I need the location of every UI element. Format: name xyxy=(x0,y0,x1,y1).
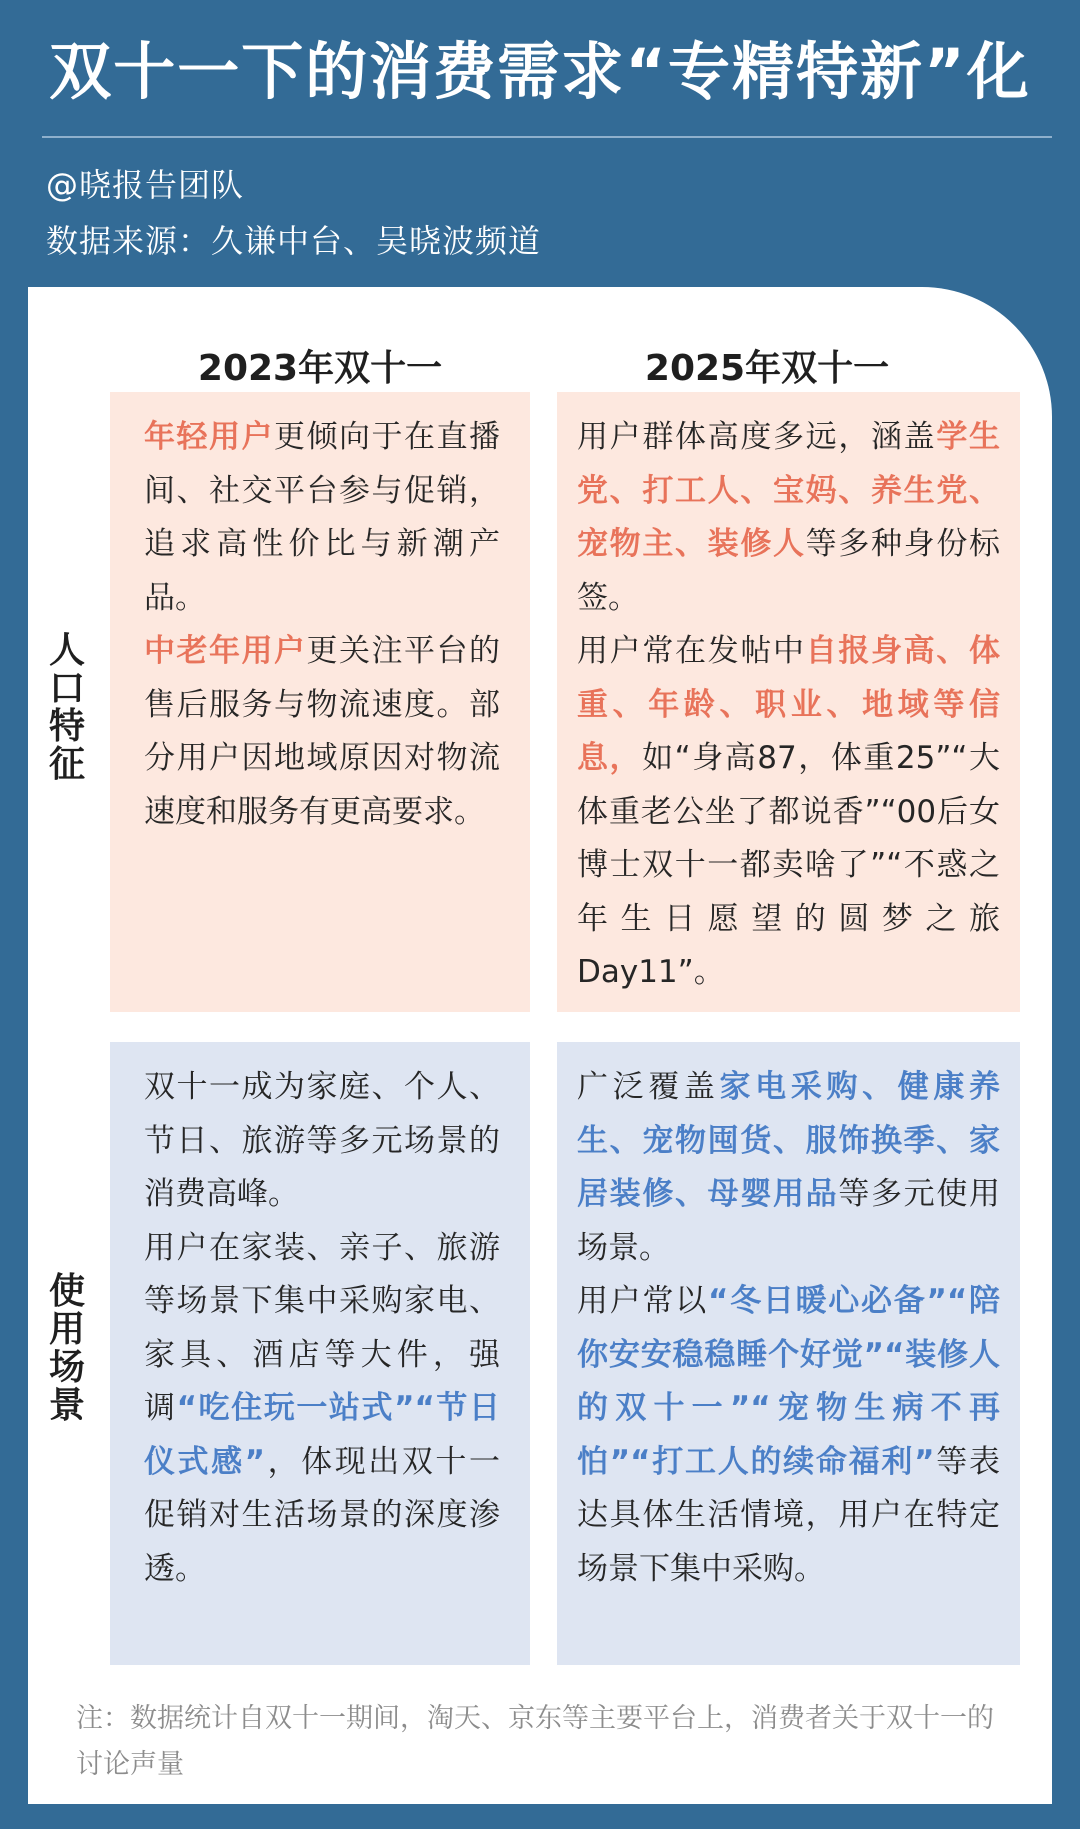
highlight-one-stop: “吃住玩一站式”“节日仪式感” xyxy=(144,1390,501,1480)
cell-scenarios-2025 xyxy=(557,1042,1020,1665)
author-line: @晓报告团队 xyxy=(46,166,245,204)
paragraph: 双十一成为家庭、个人、节日、旅游等多元场景的消费高峰。 xyxy=(144,1069,500,1212)
paragraph: 用户群体高度多远，涵盖学生党、打工人、宝妈、养生党、宠物主、装修人等多种身份标签。 xyxy=(577,419,1001,616)
cell-demographics-2025 xyxy=(557,392,1020,1012)
highlight-young-users: 年轻用户 xyxy=(144,419,274,455)
highlight-self-report: 自报身高、体重、年龄、职业、地域等信息， xyxy=(577,633,1001,776)
footnote: 注：数据统计自双十一期间，淘天、京东等主要平台上，消费者关于双十一的讨论声量 xyxy=(76,1703,994,1780)
highlight-identity-tags: 学生党、打工人、宝妈、养生党、宠物主、装修人 xyxy=(577,419,1001,562)
row-label-scenarios: 使 用 场 景 xyxy=(48,1271,85,1426)
title-divider xyxy=(42,136,1052,138)
paragraph: 中老年用户更关注平台的售后服务与物流速度。部分用户因地域原因对物流速度和服务有更高要求。 xyxy=(144,633,500,830)
paragraph: 年轻用户更倾向于在直播间、社交平台参与促销，追求高性价比与新潮产品。 xyxy=(144,419,500,616)
paragraph: 用户在家装、亲子、旅游等场景下集中采购家电、家具、酒店等大件，强调“吃住玩一站式”“节日仪式感”，体现出双十一促销对生活场景的深度渗透。 xyxy=(144,1229,501,1587)
highlight-older-users: 中老年用户 xyxy=(144,633,307,669)
cell-demographics-2023 xyxy=(110,392,530,1012)
row-label-demographics: 人 口 特 征 xyxy=(48,630,85,785)
highlight-categories: 家电采购、健康养生、宠物囤货、服饰换季、家居装修、母婴用品 xyxy=(577,1069,1001,1212)
cell-scenarios-2023 xyxy=(110,1042,530,1665)
source-line: 数据来源：久谦中台、吴晓波频道 xyxy=(46,222,542,260)
paragraph: 广泛覆盖家电采购、健康养生、宠物囤货、服饰换季、家居装修、母婴用品等多元使用场景。 xyxy=(577,1069,1001,1266)
column-header-2025: 2025年双十一 xyxy=(644,348,890,389)
column-header-2023: 2023年双十一 xyxy=(197,348,443,389)
paragraph: 用户常在发帖中自报身高、体重、年龄、职业、地域等信息，如“身高87，体重25”“大体重老公坐了都说香”“00后女博士双十一都卖啥了”“不惑之年生日愿望的圆梦之旅Day11”。 xyxy=(577,633,1001,990)
highlight-expressions: “冬日暖心必备”“陪你安安稳稳睡个好觉”“装修人的双十一”“宠物生病不再怕”“打工人的续命福利” xyxy=(577,1283,1001,1480)
page-title: 双十一下的消费需求“专精特新”化 xyxy=(49,35,1031,108)
paragraph: 用户常以“冬日暖心必备”“陪你安安稳稳睡个好觉”“装修人的双十一”“宠物生病不再怕”“打工人的续命福利”等表达具体生活情境，用户在特定场景下集中采购。 xyxy=(577,1283,1001,1587)
